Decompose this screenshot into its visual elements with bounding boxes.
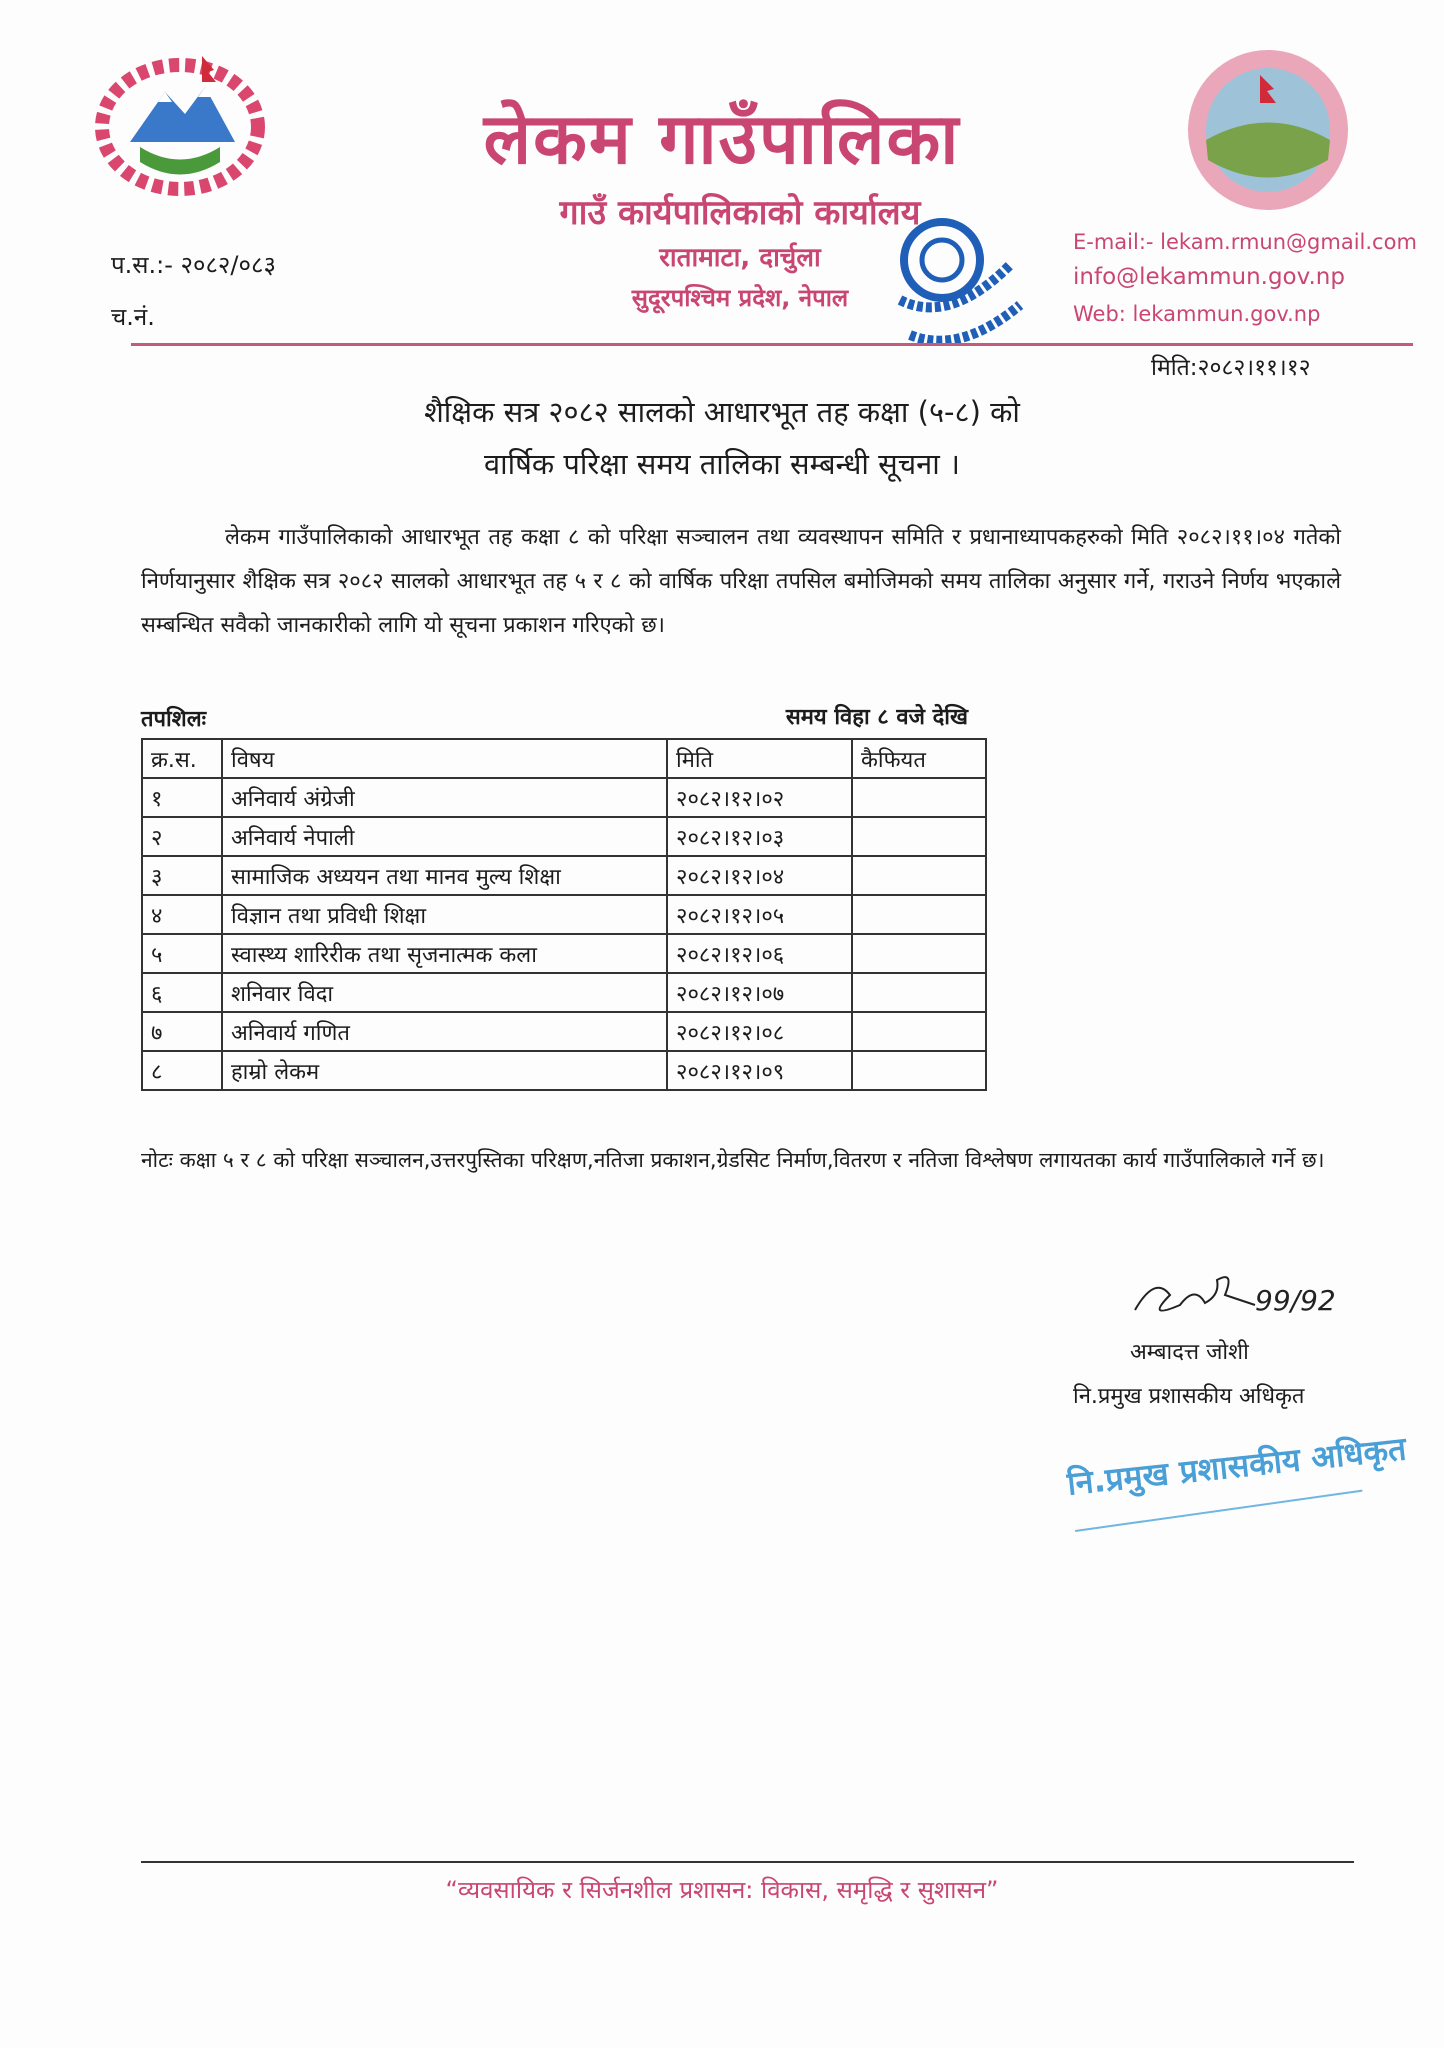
handwritten-signature [1125, 1265, 1336, 1335]
cell-serial: १ [142, 778, 222, 817]
cell-serial: ३ [142, 856, 222, 895]
cell-serial: ६ [142, 973, 222, 1012]
header-divider [131, 343, 1413, 346]
header-date: मिति [667, 739, 852, 778]
notice-date: मिति:२०८२।११।१२ [1151, 355, 1311, 381]
contact-email-2: info@lekammun.gov.np [1073, 264, 1345, 290]
table-row [142, 1012, 986, 1051]
cell-serial: ७ [142, 1012, 222, 1051]
address-line2: सुदूरपश्चिम प्रदेश, नेपाल [631, 284, 849, 312]
cell-date: २०८२।१२।०५ [667, 895, 852, 934]
cell-serial: ४ [142, 895, 222, 934]
cell-remarks [852, 1012, 986, 1051]
cell-date: २०८२।१२।०८ [667, 1012, 852, 1051]
header-subject: विषय [222, 739, 667, 778]
cell-remarks [852, 895, 986, 934]
signature-date: 99/92 [1255, 1284, 1336, 1317]
municipality-title: लेकम गाउँपालिका [483, 98, 961, 180]
cell-date: २०८२।१२।०७ [667, 973, 852, 1012]
cell-subject: हाम्रो लेकम [222, 1051, 667, 1090]
dispatch-number: च.नं. [111, 303, 155, 331]
header-remarks: कैफियत [852, 739, 986, 778]
cell-subject: अनिवार्य नेपाली [222, 817, 667, 856]
office-name: गाउँ कार्यपालिकाको कार्यालय [559, 193, 921, 233]
cell-subject: अनिवार्य गणित [222, 1012, 667, 1051]
header-serial: क्र.स. [142, 739, 222, 778]
cell-date: २०८२।१२।०३ [667, 817, 852, 856]
address-line1: रातामाटा, दार्चुला [659, 243, 821, 273]
cell-subject: स्वास्थ्य शारिरीक तथा सृजनात्मक कला [222, 934, 667, 973]
cell-serial: २ [142, 817, 222, 856]
table-row [142, 817, 986, 856]
signatory-name: अम्बादत्त जोशी [1130, 1340, 1249, 1365]
cell-remarks [852, 1051, 986, 1090]
table-row [142, 895, 986, 934]
cell-date: २०८२।१२।०२ [667, 778, 852, 817]
note-text: नोटः कक्षा ५ र ८ को परिक्षा सञ्चालन,उत्तरपुस्तिका परिक्षण,नतिजा प्रकाशन,ग्रेडसिट निर्माण,वितरण र नतिजा विश्लेषण लगायतका कार्य गाउँपालिकाले गर्ने छ। [141, 1148, 1325, 1172]
notice-heading-line1: शैक्षिक सत्र २०८२ सालको आधारभूत तह कक्षा (५-८) को [424, 395, 1020, 429]
cell-remarks [852, 817, 986, 856]
table-row [142, 778, 986, 817]
designation-stamp: नि.प्रमुख प्रशासकीय अधिकृत [1065, 1429, 1408, 1503]
table-row [142, 1051, 986, 1090]
cell-subject: सामाजिक अध्ययन तथा मानव मुल्य शिक्षा [222, 856, 667, 895]
cell-date: २०८२।१२।०६ [667, 934, 852, 973]
table-row [142, 856, 986, 895]
cell-serial: ८ [142, 1051, 222, 1090]
cell-subject: अनिवार्य अंग्रेजी [222, 778, 667, 817]
reference-number: प.स.:- २०८२/०८३ [111, 251, 276, 279]
cell-remarks [852, 934, 986, 973]
cell-remarks [852, 973, 986, 1012]
signatory-designation: नि.प्रमुख प्रशासकीय अधिकृत [1073, 1384, 1305, 1409]
notice-body-text: लेकम गाउँपालिकाको आधारभूत तह कक्षा ८ को परिक्षा सञ्चालन तथा व्यवस्थापन समिति र प्रधानाध्यापकहरुको मिति २०८२।११।०४ गतेको निर्णयानुसार शैक्षिक सत्र २०८२ सालको आधारभूत तह ५ र ८ को वार्षिक परिक्षा तपसिल बमोजिमको समय तालिका अनुसार गर्ने, गराउने निर्णय भएकाले सम्बन्धित सवैको जानकारीको लागि यो सूचना प्रकाशन गरिएको छ। [141, 525, 1341, 638]
table-header-row [142, 739, 986, 778]
footer-motto: “व्यवसायिक र सिर्जनशील प्रशासन: विकास, समृद्धि र सुशासन” [445, 1876, 999, 1904]
table-row [142, 973, 986, 1012]
time-label: समय विहा ८ वजे देखि [785, 705, 968, 730]
table-row [142, 934, 986, 973]
notice-heading-line2: वार्षिक परिक्षा समय तालिका सम्बन्धी सूचना । [484, 447, 960, 481]
cell-remarks [852, 856, 986, 895]
schedule-label: तपशिलः [141, 707, 207, 732]
contact-email: E-mail:- lekam.rmun@gmail.com [1073, 230, 1417, 254]
notice-body [141, 516, 1341, 648]
cell-date: २०८२।१२।०४ [667, 856, 852, 895]
cell-subject: विज्ञान तथा प्रविधी शिक्षा [222, 895, 667, 934]
cell-subject: शनिवार विदा [222, 973, 667, 1012]
cell-remarks [852, 778, 986, 817]
cell-serial: ५ [142, 934, 222, 973]
exam-schedule-table [141, 738, 987, 1091]
office-stamp [880, 205, 1030, 365]
footer-divider [141, 1861, 1354, 1863]
cell-date: २०८२।१२।०९ [667, 1051, 852, 1090]
contact-web: Web: lekammun.gov.np [1073, 302, 1321, 326]
